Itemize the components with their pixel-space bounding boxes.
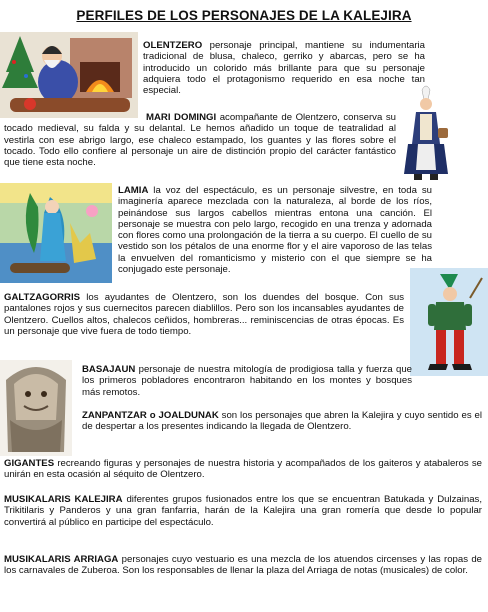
section-zanpantzar-text: son los personajes que abren la Kalejira y cuyo sentido es el de despertar a los presentes indicando la llegada de Olentzero. xyxy=(82,410,482,433)
mari-domingi-illustration xyxy=(400,84,452,182)
section-gigantes-text: recreando figuras y personajes de nuestra historia y acompañados de los gaiteros y atabaleros se unirán en esta ocasión al séquito de Olentzero. xyxy=(4,458,482,481)
section-musikalaris-kalejira-name: MUSIKALARIS KALEJIRA xyxy=(4,494,123,505)
section-gigantes-name: GIGANTES xyxy=(4,458,55,469)
galtzagorris-illustration xyxy=(410,268,488,376)
page-title: PERFILES DE LOS PERSONAJES DE LA KALEJIRA xyxy=(76,8,412,23)
section-olentzero xyxy=(143,40,425,96)
section-musikalaris-arriaga-name: MUSIKALARIS ARRIAGA xyxy=(4,554,119,565)
section-lamia-text: la voz del espectáculo, es un personaje silvestre, en toda su imaginería aparece mezclada con la naturaleza, al borde de los ríos, peinándose sus largos cabellos mientras entona una canción. El personaje se muestra con pelo largo, recogido en una trenza y adornada con flores como una prolongación de la tierra a su cuerpo. El cuello de su vestido son los pétalos de una enorme flor y el aire vaporoso de las telas la envuelven del romanticismo y misterio con el que siempre se ha conjugado este personaje. xyxy=(118,185,432,276)
section-lamia-name: LAMIA xyxy=(118,185,149,196)
section-olentzero-name: OLENTZERO xyxy=(143,40,203,51)
section-mari-domingi-name: MARI DOMINGI xyxy=(146,112,217,123)
section-musikalaris-kalejira-text: diferentes grupos fusionados entre los que se encuentran Batukada y Dulzainas, Trikitilaris y Panderos y una gran fanfarria, harán de la Kalejira una gran romería que desde lo popular convertirá al público en participe del espectáculo. xyxy=(4,494,482,528)
lamia-illustration xyxy=(0,183,112,283)
section-basajaun-text: personaje de nuestra mitología de prodigiosa talla y fuerza que los primeros pobladores encontraron habitando en los montes y bosques más remotos. xyxy=(82,364,412,398)
section-galtzagorris xyxy=(4,292,404,337)
section-zanpantzar xyxy=(82,410,482,433)
section-gigantes xyxy=(4,458,482,481)
section-musikalaris-arriaga xyxy=(4,554,482,577)
section-basajaun-name: BASAJAUN xyxy=(82,364,136,375)
section-lamia xyxy=(118,185,432,275)
section-mari-domingi-text: acompañante de Olentzero, conserva su tocado medieval, su falda y su delantal. Le hemos añadido un toque de teatralidad al vestirla con ese abrigo largo, ese chaleco estampado, los guantes y las flores sobre el tocado. Todo ello confiere al personaje un aire de distinción propio del carácter fantástico que tiene esta noche. xyxy=(4,112,396,169)
section-basajaun xyxy=(82,364,412,398)
olentzero-illustration xyxy=(0,32,138,118)
section-olentzero-text: personaje principal, mantiene su indumentaria tradicional de blusa, chaleco, gerriko y abarcas, pero se ha introducido un colorido más brillante para que su personaje adquiera todo el protagonismo requerido en esa noche tan especial. xyxy=(143,40,425,97)
section-galtzagorris-text: los ayudantes de Olentzero, son los duendes del bosque. Con sus pantalones rojos y sus cuernecitos parecen diablillos. Pero son los incansables ayudantes de Olentzero. Cuellos altos, chalecos ceñidos, hombreras... reminiscencias de otras épocas. Es un personaje que vive fuera de todo tiempo. xyxy=(4,292,404,337)
section-musikalaris-kalejira xyxy=(4,494,482,528)
section-galtzagorris-name: GALTZAGORRIS xyxy=(4,292,81,303)
section-zanpantzar-name: ZANPANTZAR o JOALDUNAK xyxy=(82,410,219,421)
basajaun-illustration xyxy=(0,360,72,456)
section-musikalaris-arriaga-text: personajes cuyo vestuario es una mezcla de los atuendos circenses y las ropas de los carnavales de Zuberoa. Son los responsables de llenar la plaza del Arriaga de notas (musicales) de color. xyxy=(4,554,483,577)
section-mari-domingi xyxy=(4,112,396,168)
